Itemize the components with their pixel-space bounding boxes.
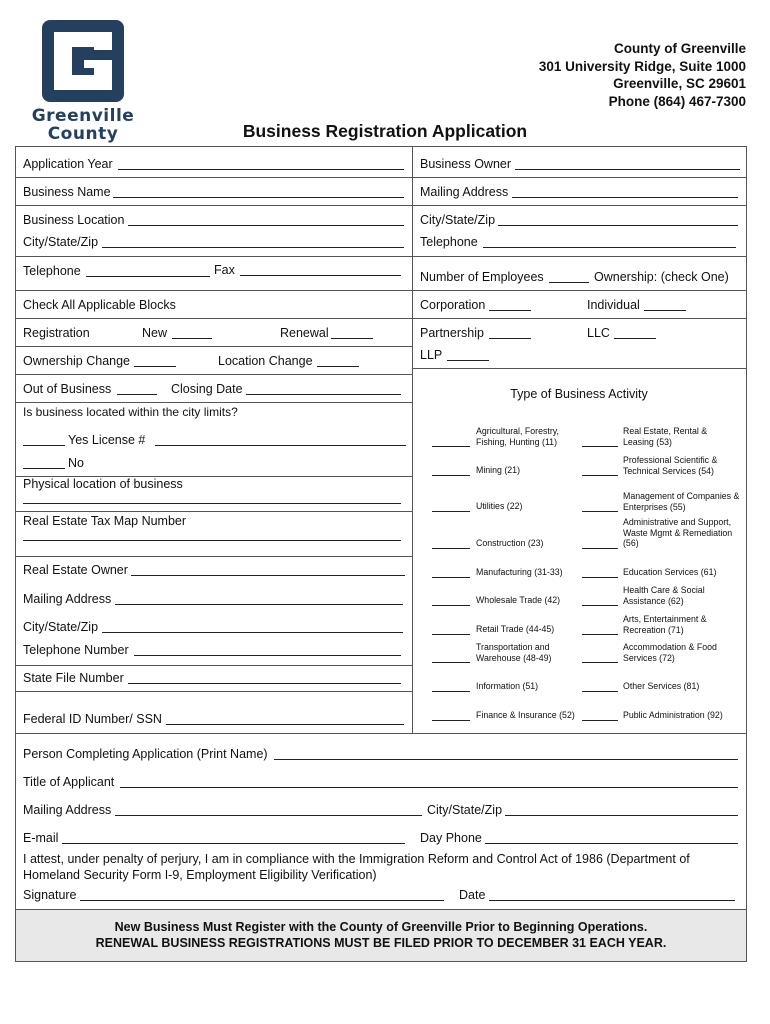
application-year-field[interactable] bbox=[118, 169, 404, 170]
row-divider bbox=[16, 691, 412, 692]
activity-label: Utilities (22) bbox=[476, 501, 523, 511]
activity-checkbox-line[interactable] bbox=[432, 577, 470, 578]
address-phone: Phone (864) 467-7300 bbox=[608, 93, 746, 109]
renewal-checkbox-line[interactable] bbox=[331, 338, 373, 339]
llp-checkbox-line[interactable] bbox=[447, 360, 489, 361]
activity-label: Agricultural, Forestry, Fishing, Hunting (11) bbox=[476, 426, 559, 447]
new-checkbox-line[interactable] bbox=[172, 338, 212, 339]
activity-checkbox-line[interactable] bbox=[432, 548, 470, 549]
activity-checkbox-line[interactable] bbox=[582, 446, 618, 447]
row-divider bbox=[16, 177, 746, 178]
row-divider bbox=[16, 205, 746, 206]
activity-label: Real Estate, Rental & Leasing (53) bbox=[623, 426, 708, 447]
logo-wordmark-line1: Greenville bbox=[31, 106, 135, 126]
activity-checkbox-line[interactable] bbox=[432, 691, 470, 692]
activity-title: Type of Business Activity bbox=[510, 387, 648, 401]
num-employees-label: Number of Employees bbox=[420, 270, 544, 284]
signature-date-field[interactable] bbox=[489, 900, 735, 901]
telephone-label: Telephone bbox=[23, 264, 81, 278]
county-logo-icon bbox=[42, 20, 124, 102]
address-city: Greenville, SC 29601 bbox=[613, 76, 746, 91]
column-divider bbox=[412, 147, 413, 733]
yes-license-label: Yes License # bbox=[68, 433, 146, 447]
row-divider bbox=[16, 256, 746, 257]
activity-checkbox-line[interactable] bbox=[582, 511, 618, 512]
applicant-city-state-zip-field[interactable] bbox=[505, 815, 738, 816]
row-divider bbox=[16, 556, 412, 557]
activity-checkbox-line[interactable] bbox=[582, 662, 618, 663]
signature-field[interactable] bbox=[80, 900, 444, 901]
physical-location-field[interactable] bbox=[23, 503, 401, 504]
form-frame bbox=[15, 146, 747, 962]
ownership-change-checkbox-line[interactable] bbox=[134, 366, 176, 367]
physical-location-label: Physical location of business bbox=[23, 477, 183, 491]
activity-checkbox-line[interactable] bbox=[582, 691, 618, 692]
activity-label: Transportation and Warehouse (48-49) bbox=[476, 642, 552, 663]
application-year-label: Application Year bbox=[23, 157, 113, 171]
attestation-text: I attest, under penalty of perjury, I am in compliance with the Immigration Reform and Control Act of 1986 (Department of Homeland Security Form I-9, Employment Eligibility Verification) bbox=[23, 852, 690, 882]
city-state-zip-field[interactable] bbox=[102, 247, 404, 248]
applicant-mailing-address-field[interactable] bbox=[115, 815, 422, 816]
activity-label: Management of Companies & Enterprises (55) bbox=[623, 491, 740, 512]
owner-mailing-address-label: Mailing Address bbox=[420, 185, 509, 199]
llp-label: LLP bbox=[420, 348, 443, 362]
llc-checkbox-line[interactable] bbox=[614, 338, 656, 339]
individual-label: Individual bbox=[587, 298, 640, 312]
row-divider bbox=[16, 665, 412, 666]
title-applicant-field[interactable] bbox=[120, 787, 738, 788]
activity-label: Manufacturing (31-33) bbox=[476, 567, 563, 577]
address-street: 301 University Ridge, Suite 1000 bbox=[538, 58, 746, 74]
city-state-zip-label: City/State/Zip bbox=[23, 235, 99, 249]
location-change-checkbox-line[interactable] bbox=[317, 366, 359, 367]
closing-date-field[interactable] bbox=[246, 394, 401, 395]
corporation-checkbox-line[interactable] bbox=[489, 310, 531, 311]
business-name-label: Business Name bbox=[23, 185, 111, 199]
activity-label: Finance & Insurance (52) bbox=[476, 710, 575, 720]
partnership-checkbox-line[interactable] bbox=[489, 338, 531, 339]
county-address bbox=[539, 40, 746, 110]
day-phone-label: Day Phone bbox=[420, 831, 482, 845]
num-employees-field[interactable] bbox=[549, 282, 589, 283]
re-telephone-field[interactable] bbox=[134, 655, 401, 656]
llc-label: LLC bbox=[587, 326, 610, 340]
closing-date-label: Closing Date bbox=[171, 382, 243, 396]
partnership-label: Partnership bbox=[420, 326, 484, 340]
applicant-mailing-address-label: Mailing Address bbox=[23, 803, 112, 817]
activity-label: Other Services (81) bbox=[623, 681, 700, 691]
business-owner-field[interactable] bbox=[515, 169, 740, 170]
activity-checkbox-line[interactable] bbox=[432, 446, 470, 447]
activity-checkbox-line[interactable] bbox=[582, 577, 618, 578]
re-owner-label: Real Estate Owner bbox=[23, 563, 128, 577]
business-owner-label: Business Owner bbox=[420, 157, 512, 171]
out-of-business-label: Out of Business bbox=[23, 382, 112, 396]
license-number-field[interactable] bbox=[155, 445, 406, 446]
footer-notice bbox=[16, 909, 746, 961]
check-all-label: Check All Applicable Blocks bbox=[23, 298, 176, 312]
footer-line2: RENEWAL BUSINESS REGISTRATIONS MUST BE FILED PRIOR TO DECEMBER 31 EACH YEAR. bbox=[95, 936, 667, 950]
activity-checkbox-line[interactable] bbox=[432, 511, 470, 512]
activity-label: Health Care & Social Assistance (62) bbox=[623, 585, 705, 606]
no-label: No bbox=[68, 456, 84, 470]
applicant-city-state-zip-label: City/State/Zip bbox=[427, 803, 503, 817]
day-phone-field[interactable] bbox=[485, 843, 738, 844]
activity-checkbox-line[interactable] bbox=[432, 634, 470, 635]
state-file-label: State File Number bbox=[23, 671, 124, 685]
re-mailing-address-label: Mailing Address bbox=[23, 592, 112, 606]
activity-label: Arts, Entertainment & Recreation (71) bbox=[623, 614, 707, 635]
row-divider bbox=[16, 511, 412, 512]
within-city-question: Is business located within the city limits? bbox=[23, 405, 238, 419]
activity-label: Mining (21) bbox=[476, 465, 521, 475]
ownership-change-label: Ownership Change bbox=[23, 354, 131, 368]
telephone-field[interactable] bbox=[86, 276, 210, 277]
activity-label: Public Administration (92) bbox=[623, 710, 723, 720]
row-divider bbox=[16, 733, 746, 734]
owner-city-state-zip-field[interactable] bbox=[498, 225, 738, 226]
activity-label: Accommodation & Food Services (72) bbox=[623, 642, 717, 663]
tax-map-label: Real Estate Tax Map Number bbox=[23, 514, 187, 528]
corporation-label: Corporation bbox=[420, 298, 486, 312]
activity-checkbox-line[interactable] bbox=[582, 605, 618, 606]
owner-city-state-zip-label: City/State/Zip bbox=[420, 213, 496, 227]
fax-label: Fax bbox=[214, 263, 235, 277]
email-field[interactable] bbox=[62, 843, 405, 844]
logo-wordmark-line2: County bbox=[47, 124, 119, 144]
row-divider bbox=[16, 346, 412, 347]
address-org: County of Greenville bbox=[613, 41, 746, 56]
email-label: E-mail bbox=[23, 831, 59, 845]
row-divider bbox=[16, 318, 746, 319]
activity-label: Professional Scientific & Technical Services (54) bbox=[623, 455, 718, 476]
business-name-field[interactable] bbox=[113, 197, 404, 198]
re-city-state-zip-label: City/State/Zip bbox=[23, 620, 99, 634]
yes-checkbox-line[interactable] bbox=[23, 445, 65, 446]
state-file-field[interactable] bbox=[128, 683, 401, 684]
activity-label: Education Services (61) bbox=[623, 567, 717, 577]
activity-label: Construction (23) bbox=[476, 538, 544, 548]
activity-checkbox-line[interactable] bbox=[432, 475, 470, 476]
person-completing-label: Person Completing Application (Print Name) bbox=[23, 747, 268, 761]
ownership-type-label: Ownership: (check One) bbox=[594, 270, 729, 284]
business-location-label: Business Location bbox=[23, 213, 125, 227]
signature-date-label: Date bbox=[459, 888, 486, 902]
row-divider bbox=[16, 290, 746, 291]
owner-mailing-address-field[interactable] bbox=[512, 197, 738, 198]
title-applicant-label: Title of Applicant bbox=[23, 775, 115, 789]
row-divider bbox=[16, 402, 412, 403]
activity-label: Information (51) bbox=[476, 681, 539, 691]
new-label: New bbox=[142, 326, 168, 340]
activity-checkbox-line[interactable] bbox=[582, 475, 618, 476]
activity-checkbox-line[interactable] bbox=[432, 662, 470, 663]
form-title: Business Registration Application bbox=[242, 121, 528, 141]
registration-label: Registration bbox=[23, 326, 90, 340]
federal-id-label: Federal ID Number/ SSN bbox=[23, 712, 162, 726]
activity-checkbox-line[interactable] bbox=[432, 605, 470, 606]
activity-label: Wholesale Trade (42) bbox=[476, 595, 561, 605]
activity-checkbox-line[interactable] bbox=[582, 720, 618, 721]
activity-checkbox-line[interactable] bbox=[432, 720, 470, 721]
activity-label: Administrative and Support, Waste Mgmt & Remediation (56) bbox=[623, 517, 733, 548]
activity-checkbox-line[interactable] bbox=[582, 634, 618, 635]
owner-telephone-label: Telephone bbox=[420, 235, 478, 249]
footer-line1: New Business Must Register with the County of Greenville Prior to Beginning Operations. bbox=[114, 920, 648, 934]
row-divider bbox=[16, 374, 412, 375]
re-telephone-label: Telephone Number bbox=[23, 643, 129, 657]
business-location-field[interactable] bbox=[128, 225, 404, 226]
row-divider bbox=[412, 368, 746, 369]
person-completing-field[interactable] bbox=[274, 759, 738, 760]
signature-label: Signature bbox=[23, 888, 77, 902]
out-of-business-checkbox-line[interactable] bbox=[117, 394, 157, 395]
renewal-label: Renewal bbox=[280, 326, 329, 340]
tax-map-field[interactable] bbox=[23, 540, 401, 541]
individual-checkbox-line[interactable] bbox=[644, 310, 686, 311]
fax-field[interactable] bbox=[240, 275, 401, 276]
re-owner-field[interactable] bbox=[131, 575, 405, 576]
location-change-label: Location Change bbox=[218, 354, 313, 368]
owner-telephone-field[interactable] bbox=[483, 247, 736, 248]
re-city-state-zip-field[interactable] bbox=[102, 632, 403, 633]
federal-id-field[interactable] bbox=[166, 724, 404, 725]
activity-label: Retail Trade (44-45) bbox=[476, 624, 555, 634]
re-mailing-address-field[interactable] bbox=[115, 604, 403, 605]
no-checkbox-line[interactable] bbox=[23, 468, 65, 469]
activity-checkbox-line[interactable] bbox=[582, 548, 618, 549]
